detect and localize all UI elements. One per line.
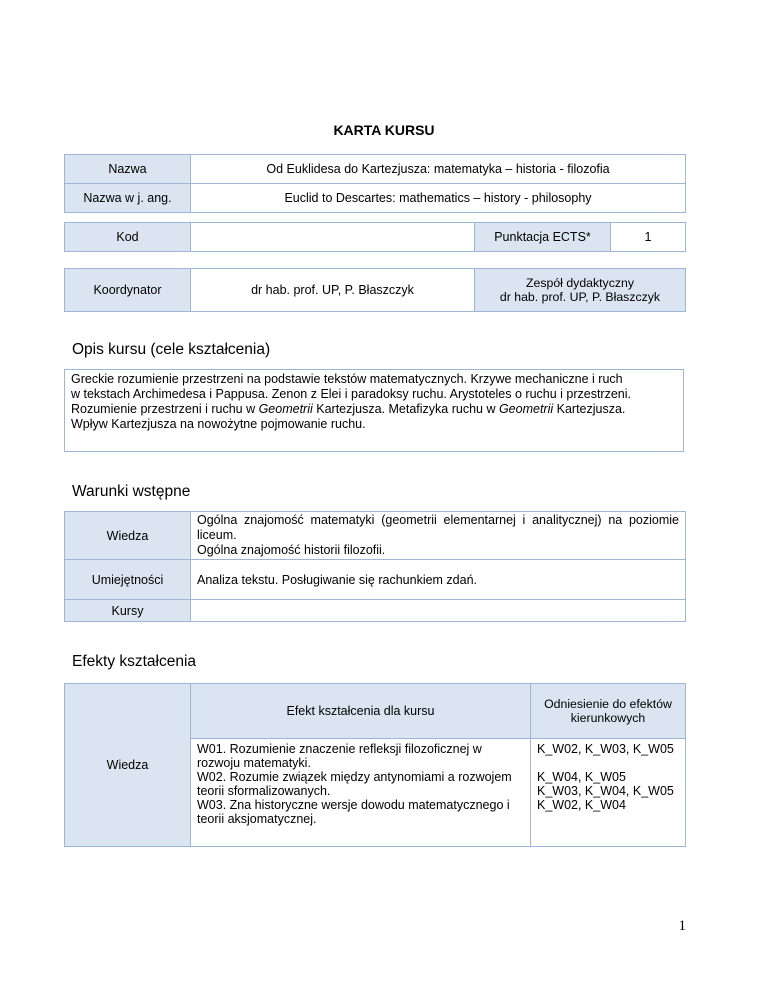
ects-value: 1: [611, 223, 686, 252]
nazwa-ang-label: Nazwa w j. ang.: [65, 184, 191, 213]
warunki-table: [64, 511, 686, 622]
opis-box: [64, 369, 684, 452]
warunki-wiedza-label: Wiedza: [65, 512, 191, 560]
page-number: 1: [678, 918, 686, 934]
umiejetnosci-value: Analiza tekstu. Posługiwanie się rachunkiem zdań.: [191, 560, 686, 600]
zespol-cell: [475, 269, 686, 312]
efekty-col1-header: Efekt kształcenia dla kursu: [191, 684, 531, 739]
efekty-heading: Efekty kształcenia: [72, 653, 197, 670]
list-item: W02. Rozumie związek między antynomiami a rozwojem teorii sformalizowanych.: [197, 770, 512, 798]
zespol-label: Zespół dydaktyczny: [526, 276, 634, 290]
efekty-col2-header: Odniesienie do efektów kierunkowych: [531, 684, 686, 739]
list-item: W03. Zna historyczne wersje dowodu matematycznego i teorii aksjomatycznej.: [197, 798, 510, 826]
ects-label: Punktacja ECTS*: [475, 223, 611, 252]
kursy-value: [191, 600, 686, 622]
ref-4: K_W02, K_W04: [537, 798, 626, 812]
list-item: W01. Rozumienie znaczenie refleksji filozoficznej w rozwoju matematyki.: [197, 742, 482, 770]
kod-value: [191, 223, 475, 252]
koordynator-value: dr hab. prof. UP, P. Błaszczyk: [191, 269, 475, 312]
efekty-table: [64, 683, 686, 847]
course-name-table: [64, 154, 686, 213]
opis-line-4: Wpływ Kartezjusza na nowożytne pojmowanie ruchu.: [71, 417, 366, 431]
ref-3: K_W03, K_W04, K_W05: [537, 784, 674, 798]
warunki-wiedza-value: Ogólna znajomość matematyki (geometrii elementarnej i analitycznej) na poziomie liceum. Ogólna znajomość historii filozofii.: [191, 512, 686, 560]
nazwa-ang-value: Euclid to Descartes: mathematics – history - philosophy: [191, 184, 686, 213]
opis-line-2: w tekstach Archimedesa i Pappusa. Zenon z Elei i paradoksy ruchu. Arystoteles o ruchu i przestrzeni.: [71, 387, 631, 401]
page-title: KARTA KURSU: [333, 122, 435, 138]
zespol-value: dr hab. prof. UP, P. Błaszczyk: [499, 290, 661, 304]
opis-line-3: Rozumienie przestrzeni i ruchu w Geometrii Kartezjusza. Metafizyka ruchu w Geometrii Kartezjusza.: [71, 402, 626, 416]
efekty-wiedza-label: Wiedza: [65, 684, 191, 847]
koordynator-label: Koordynator: [65, 269, 191, 312]
kod-label: Kod: [65, 223, 191, 252]
efekty-items: [191, 739, 531, 847]
opis-line-1: Greckie rozumienie przestrzeni na podstawie tekstów matematycznych. Krzywe mechaniczne i ruch: [71, 372, 623, 386]
umiejetnosci-label: Umiejętności: [65, 560, 191, 600]
ref-1: K_W02, K_W03, K_W05: [537, 742, 674, 756]
nazwa-value: Od Euklidesa do Kartezjusza: matematyka – historia - filozofia: [191, 155, 686, 184]
kod-table: [64, 222, 686, 252]
warunki-heading: Warunki wstępne: [72, 483, 191, 500]
nazwa-label: Nazwa: [65, 155, 191, 184]
efekty-refs: [531, 739, 686, 847]
koordynator-table: [64, 268, 686, 312]
ref-2: K_W04, K_W05: [537, 770, 626, 784]
kursy-label: Kursy: [65, 600, 191, 622]
opis-heading: Opis kursu (cele kształcenia): [72, 341, 271, 358]
